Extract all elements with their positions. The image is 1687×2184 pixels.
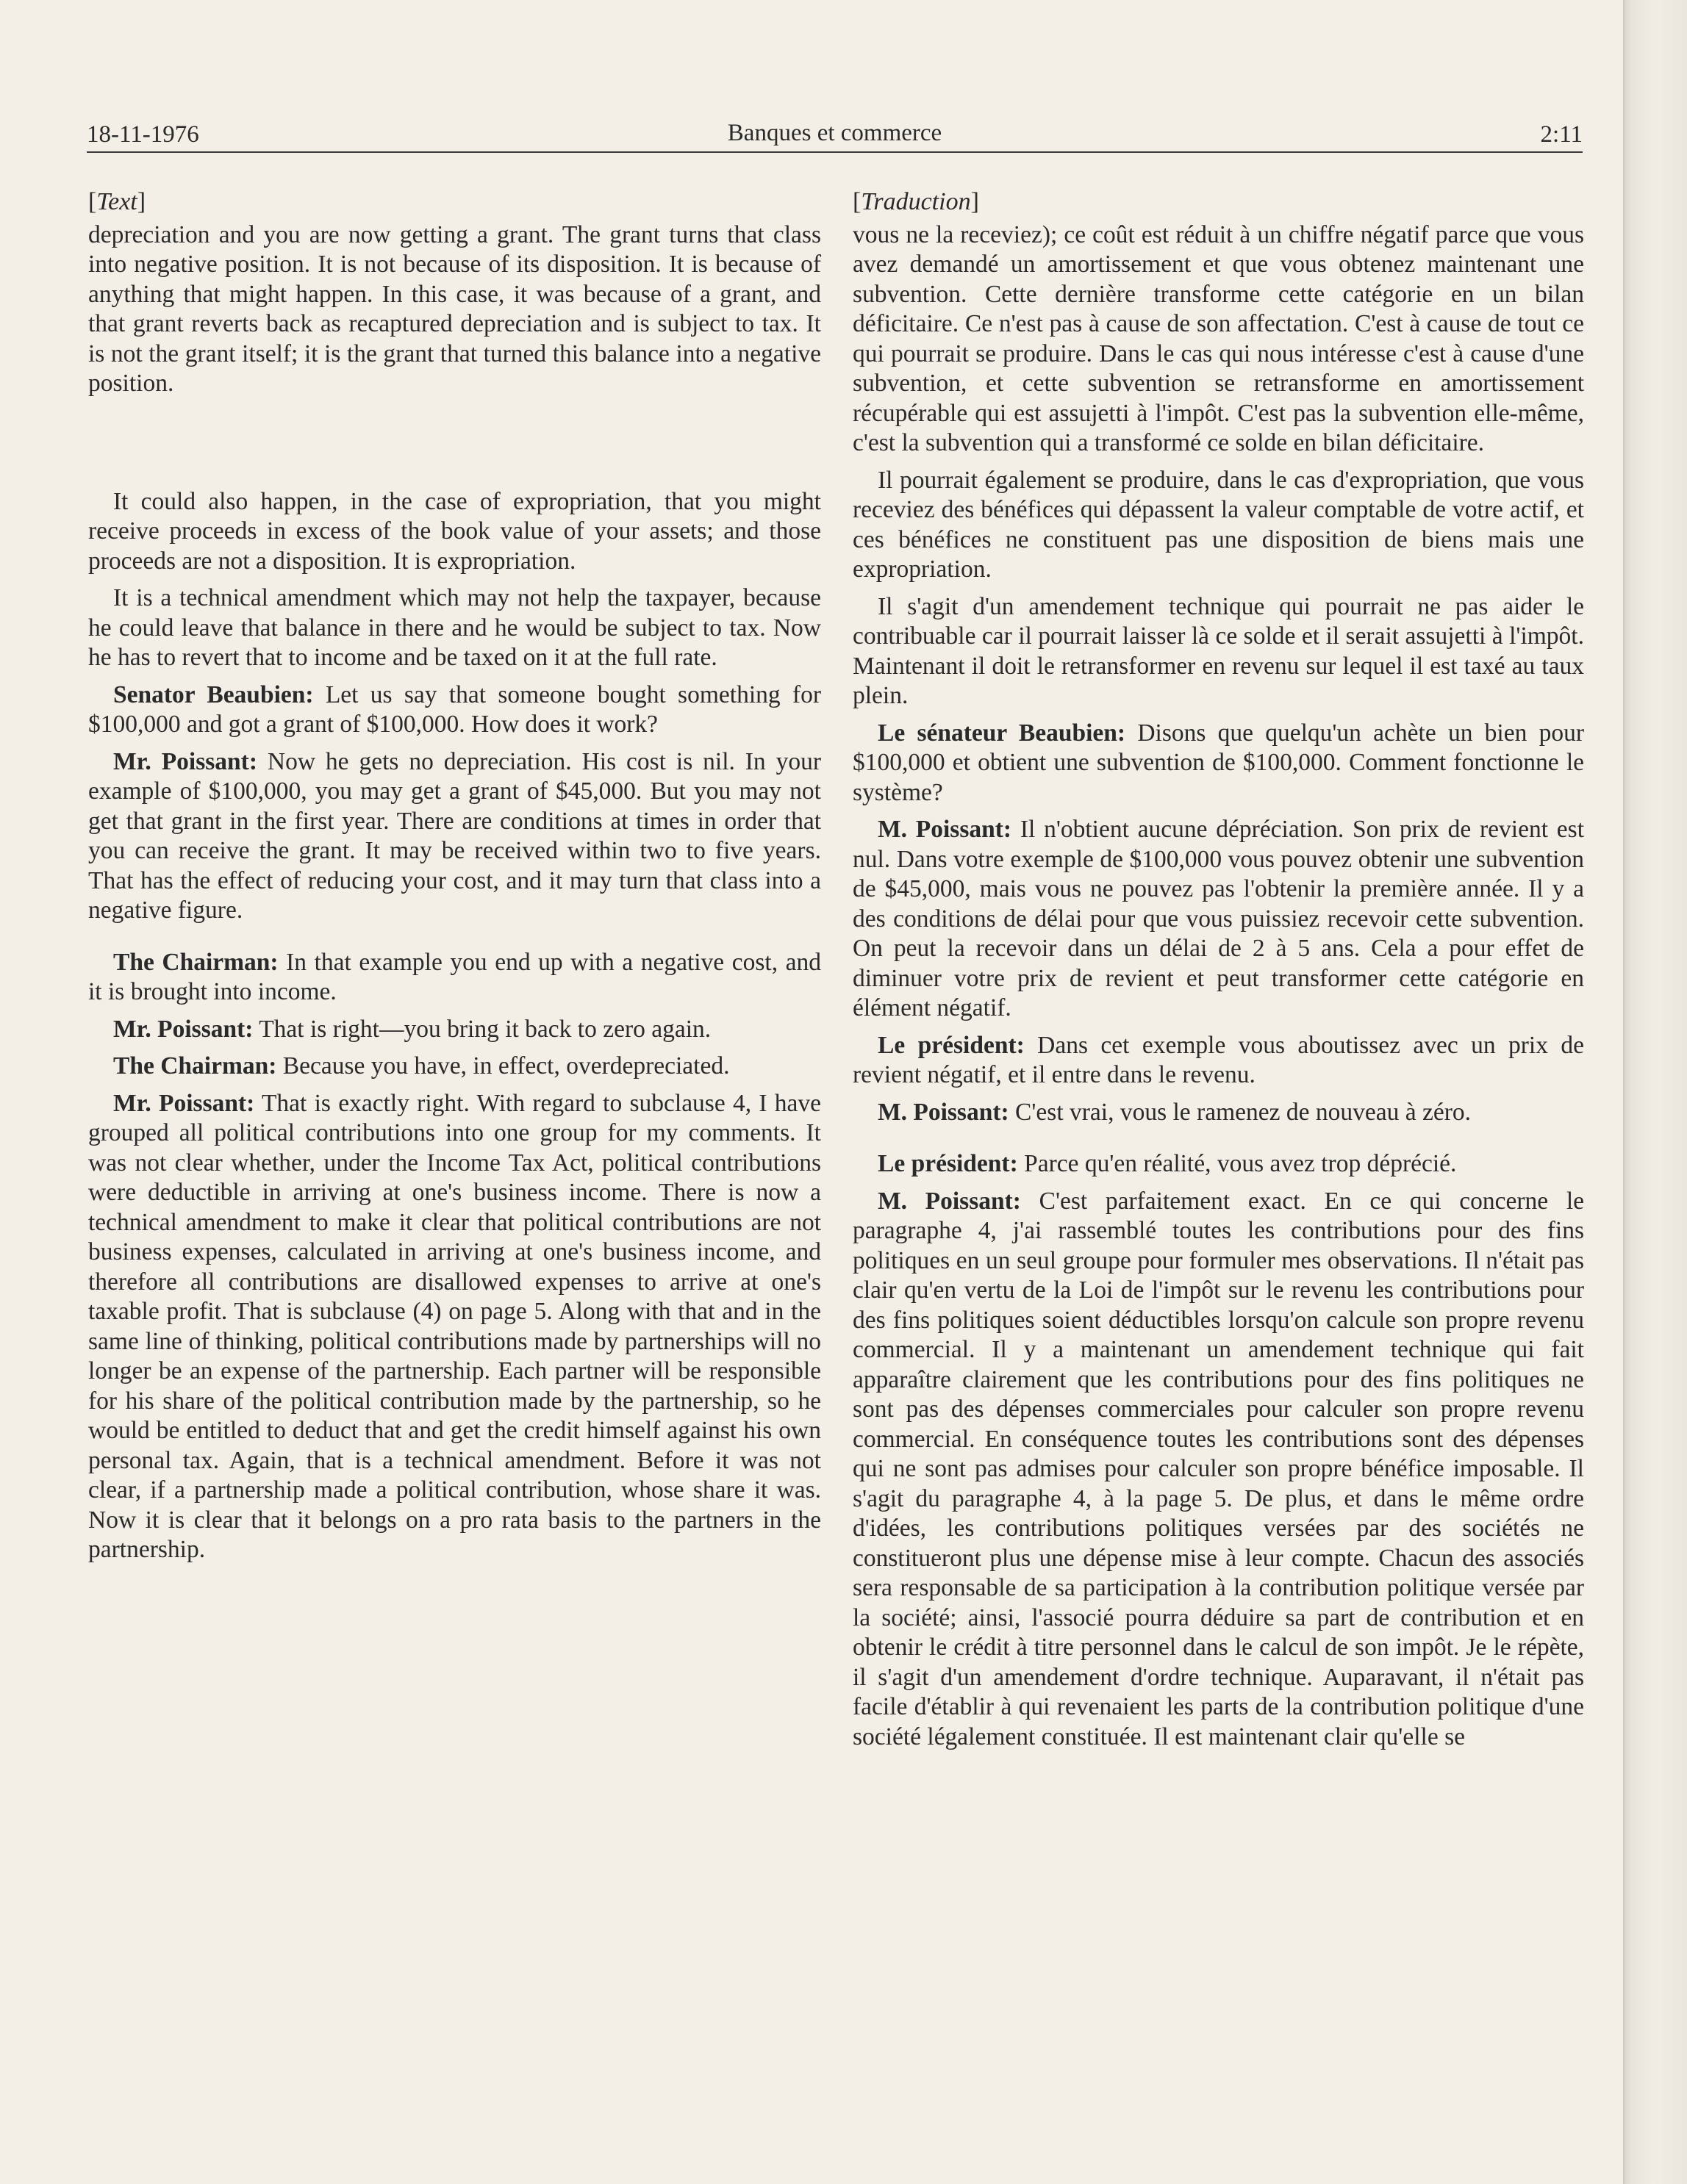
paragraph: depreciation and you are now getting a grant. The grant turns that class into negative position. It is not because of its disposition. It is because of anything that might happen. In this case, it was because of a grant, and that grant reverts back as recaptured depreciation and is subject to tax. It is not the grant itself; it is the grant that turned this balance into a negative position. bbox=[88, 220, 821, 397]
page-edge bbox=[1623, 0, 1687, 2184]
header-date: 18-11-1976 bbox=[87, 121, 199, 148]
page-number: 2:11 bbox=[1540, 121, 1583, 148]
paragraph: vous ne la receviez); ce coût est réduit à un chiffre négatif parce que vous avez demandé un amortissement et que vous obtenez maintenant une subvention. Cette dernière transforme cette catégorie en un bilan déficitaire. Ce n'est pas à cause de son affectation. C'est à cause de tout ce qui pourrait se produire. Dans le cas qui nous intéresse c'est à cause d'une subvention, et cette subvention se retransforme en amortissement récupérable qui est assujetti à l'impôt. C'est pas la subvention elle-même, c'est la subvention qui a transformé ce solde en bilan déficitaire. bbox=[853, 220, 1584, 456]
right-language-label: [Traduction] bbox=[853, 188, 979, 215]
paragraph: Senator Beaubien: Let us say that someone bought something for $100,000 and got a grant of $100,000. How does it work? bbox=[88, 680, 821, 738]
page-header bbox=[87, 110, 1583, 153]
paragraph: It could also happen, in the case of expropriation, that you might receive proceeds in excess of the book value of your assets; and those proceeds are not a disposition. It is expropriation. bbox=[88, 487, 821, 575]
paragraph: Le sénateur Beaubien: Disons que quelqu'un achète un bien pour $100,000 et obtient une subvention de $100,000. Comment fonctionne le système? bbox=[853, 719, 1584, 806]
left-column bbox=[88, 187, 821, 1573]
paragraph: It is a technical amendment which may not help the taxpayer, because he could leave that balance in there and he would be subject to tax. Now he has to revert that to income and be taxed on it at the full rate. bbox=[88, 584, 821, 671]
paragraph: The Chairman: In that example you end up with a negative cost, and it is brought into income. bbox=[88, 948, 821, 1005]
paragraph: Mr. Poissant: That is right—you bring it back to zero again. bbox=[113, 1015, 712, 1043]
paragraph: Le président: Dans cet exemple vous aboutissez avec un prix de revient négatif, et il entre dans le revenu. bbox=[853, 1031, 1585, 1088]
header-title: Banques et commerce bbox=[727, 120, 942, 146]
paragraph: Il s'agit d'un amendement technique qui pourrait ne pas aider le contribuable car il pourrait laisser là ce solde et il serait assujetti à l'impôt. Maintenant il doit le retransformer en revenu sur lequel il est taxé au taux plein. bbox=[853, 592, 1584, 709]
paragraph: Il pourrait également se produire, dans le cas d'expropriation, que vous receviez des bénéfices qui dépassent la valeur comptable de votre actif, et ces bénéfices ne constituent pas une disposition de biens mais une expropriation. bbox=[853, 466, 1584, 583]
paragraph: M. Poissant: C'est parfaitement exact. En ce qui concerne le paragraphe 4, j'ai rassemblé toutes les contributions pour des fins politiques en un seul groupe pour formuler mes observations. Il n'était pas clair qu'en vertu de la Loi de l'impôt sur le revenu les contributions pour des fins politiques soient déductibles lorsqu'on calcule son propre revenu commercial. Il y a maintenant un amendement technique qui fait apparaître clairement que les contributions pour des fins politiques ne sont pas des dépenses commerciales pour calculer son propre revenu commercial. En conséquence toutes les contributions sont des dépenses qui ne sont pas admises pour calculer son propre bénéfice imposable. Il s'agit du paragraphe 4, à la page 5. De plus, et dans le même ordre d'idées, les contributions politiques versées par des sociétés ne constitueront plus une dépense mise à leur compte. Chacun des associés sera responsable de sa participation à la contribution politique versée par la société; ainsi, l'associé pourra déduire sa part de contribution et en obtenir le crédit à titre personnel dans le calcul de son impôt. Je le répète, il s'agit d'un amendement d'ordre technique. Auparavant, il n'était pas facile d'établir à qui revenaient les parts de la contribution politique d'une société légalement constituée. Il est maintenant clair qu'elle se bbox=[853, 1187, 1585, 1750]
paragraph: M. Poissant: C'est vrai, vous le ramenez de nouveau à zéro. bbox=[878, 1098, 1471, 1126]
paragraph: Mr. Poissant: That is exactly right. With regard to subclause 4, I have grouped all political contributions into one group for my comments. It was not clear whether, under the Income Tax Act, political contributions were deductible in arriving at one's business income. There is now a technical amendment to make it clear that political contributions are not business expenses, calculated in arriving at one's business income, and therefore all contributions are disallowed expenses to arrive at one's taxable profit. That is subclause (4) on page 5. Along with that and in the same line of thinking, political contributions made by partnerships will no longer be an expense of the partnership. Each partner will be responsible for his share of the political contribution made by the partnership, so he would be entitled to deduct that and get the credit himself against his own personal tax. Again, that is a technical amendment. Before it was not clear, if a partnership made a political contribution, whose share it was. Now it is clear that it belongs on a pro rata basis to the partners in the partnership. bbox=[88, 1089, 821, 1563]
right-column bbox=[853, 187, 1584, 1759]
paragraph: The Chairman: Because you have, in effect, overdepreciated. bbox=[113, 1052, 730, 1080]
paragraph: Le président: Parce qu'en réalité, vous avez trop déprécié. bbox=[878, 1150, 1457, 1177]
left-language-label: [Text] bbox=[88, 188, 146, 215]
paragraph: Mr. Poissant: Now he gets no depreciation. His cost is nil. In your example of $100,000, you may get a grant of $45,000. But you may not get that grant in the first year. There are conditions at times in order that you can receive the grant. It may be received within two to five years. That has the effect of reducing your cost, and it may turn that class into a negative figure. bbox=[88, 747, 821, 924]
paragraph: M. Poissant: Il n'obtient aucune dépréciation. Son prix de revient est nul. Dans votre exemple de $100,000 vous pouvez obtenir une subvention de $45,000, mais vous ne pouvez pas l'obtenir la première année. Il y a des conditions de délai pour que vous puissiez recevoir cette subvention. On peut la recevoir dans un délai de 2 à 5 ans. Cela a pour effet de diminuer votre prix de revient et peut transformer cette catégorie en élément négatif. bbox=[853, 816, 1585, 1021]
